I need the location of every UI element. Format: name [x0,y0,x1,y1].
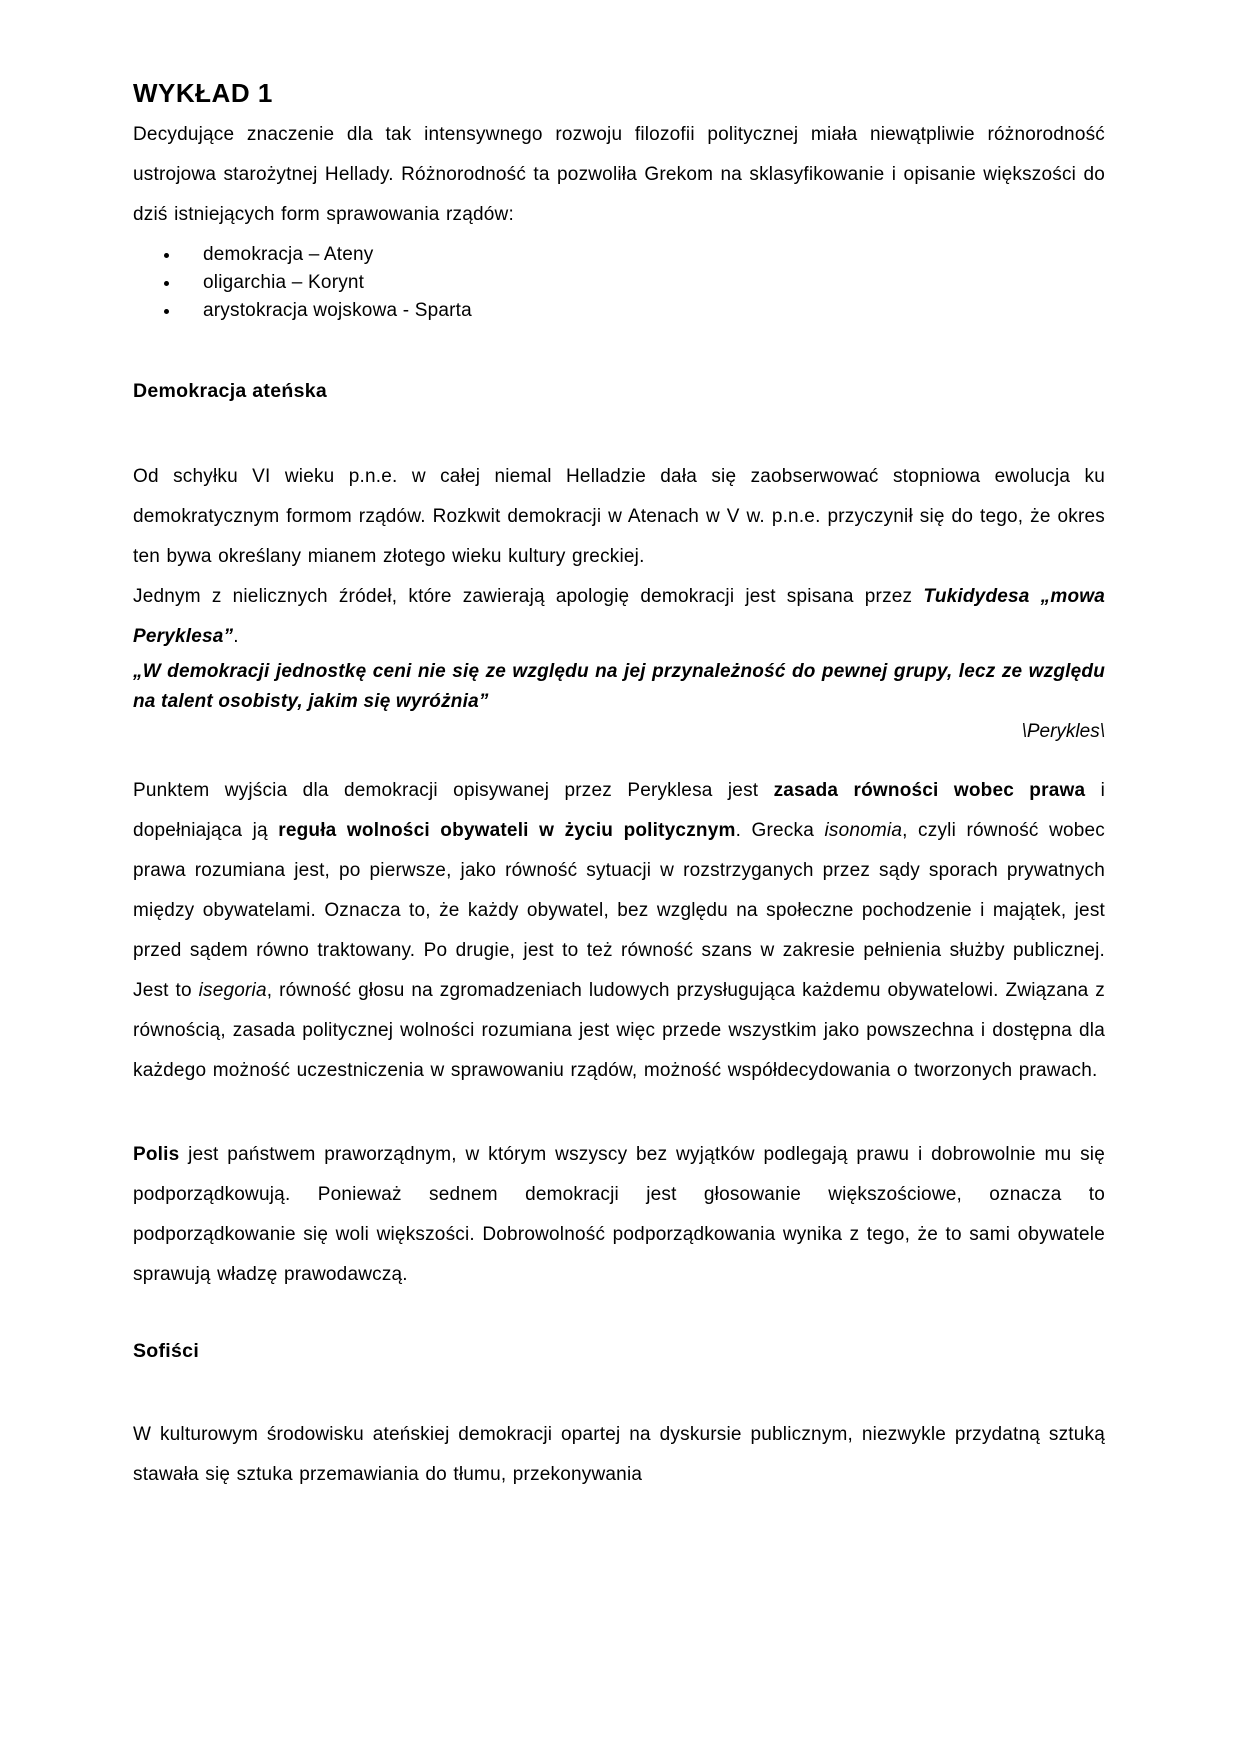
text-run: Jednym z nielicznych źródeł, które zawierają apologię demokracji jest spisana przez [133,586,924,608]
section-heading-sofisci: Sofiści [133,1340,200,1363]
list-item-oligarchia: • oligarchia – Korynt [181,269,1105,297]
lecture-title: WYKŁAD 1 [133,78,273,108]
text-run-isonomia-italic: isonomia [824,820,903,842]
list-item-arystokracja: • arystokracja wojskowa - Sparta [181,297,1105,325]
text-run: , równość głosu na zgromadzeniach ludowych przysługująca każdemu obywatelowi. Związana z równością, zasada politycznej wolności rozumiana jest więc przede wszystkim jako powszechna i dostępna dla każdego możność uczestniczenia w sprawowaniu rządów, możność współdecydowania o tworzonych prawach. [133,980,1105,1082]
list-item-demokracja: • demokracja – Ateny [181,241,1105,269]
paragraph-od-schylku: Od schyłku VI wieku p.n.e. w całej niemal Helladzie dała się zaobserwować stopniowa ewolucja ku demokratycznym formom rządów. Rozkwit demokracji w Atenach w V w. p.n.e. przyczynił się do tego, że okres ten bywa określany mianem złotego wieku kultury greckiej. [133,466,1105,568]
paragraph-sofisci: W kulturowym środowisku ateńskiej demokracji opartej na dyskursie publicznym, niezwykle przydatną sztuką stawała się sztuka przemawiania do tłumu, przekonywania [133,1424,1105,1486]
text-run: . [233,626,239,648]
text-run-regula-wolnosci-bold: reguła wolności obywateli w życiu politycznym [278,820,736,842]
text-run: i dopełniająca ją [133,780,1105,842]
paragraph-punktem-wyjscia [133,771,1105,1091]
text-run: . Grecka [735,820,825,842]
text-run: jest państwem praworządnym, w którym wszyscy bez wyjątków podlegają prawu i dobrowolnie mu się podporządkowują. Ponieważ sednem demokracji jest głosowanie większościowe, oznacza to podporządkowanie się woli większości. Dobrowolność podporządkowania wynika z tego, że to sami obywatele sprawują władzę prawodawczą. [133,1144,1105,1286]
text-run-isegoria-italic: isegoria [198,980,267,1002]
text-run-polis-bold: Polis [133,1144,180,1166]
text-run: , czyli równość wobec prawa rozumiana jest, po pierwsze, jako równość sytuacji w rozstrzyganych przez sądy sporach prywatnych między obywatelami. Oznacza to, że każdy obywatel, bez względu na społeczne pochodzenie i majątek, jest przed sądem równo traktowany. Po drugie, jest to też równość szans w zakresie pełnienia służby publicznej. Jest to [133,820,1105,1002]
paragraph-polis [133,1135,1105,1295]
text-run-zasada-rownosci-bold: zasada równości wobec prawa [773,780,1086,802]
quote-attribution: \Perykles\ [1021,721,1105,743]
government-forms-list [133,241,1105,325]
paragraph-zrodla [133,577,1105,657]
text-run: Punktem wyjścia dla demokracji opisywanej przez Peryklesa jest [133,780,774,802]
text-run-tukidydes-emphasis: Tukidydesa „mowa Peryklesa” [133,586,1105,648]
pericles-quote: „W demokracji jednostkę ceni nie się ze względu na jej przynależność do pewnej grupy, lecz ze względu na talent osobisty, jakim się wyróżnia” [133,661,1105,713]
section-heading-demokracja-atenska: Demokracja ateńska [133,380,328,403]
intro-paragraph: Decydujące znaczenie dla tak intensywnego rozwoju filozofii politycznej miała niewątpliwie różnorodność ustrojowa starożytnej Hellady. Różnorodność ta pozwoliła Grekom na sklasyfikowanie i opisanie większości do dziś istniejących form sprawowania rządów: [133,124,1105,226]
